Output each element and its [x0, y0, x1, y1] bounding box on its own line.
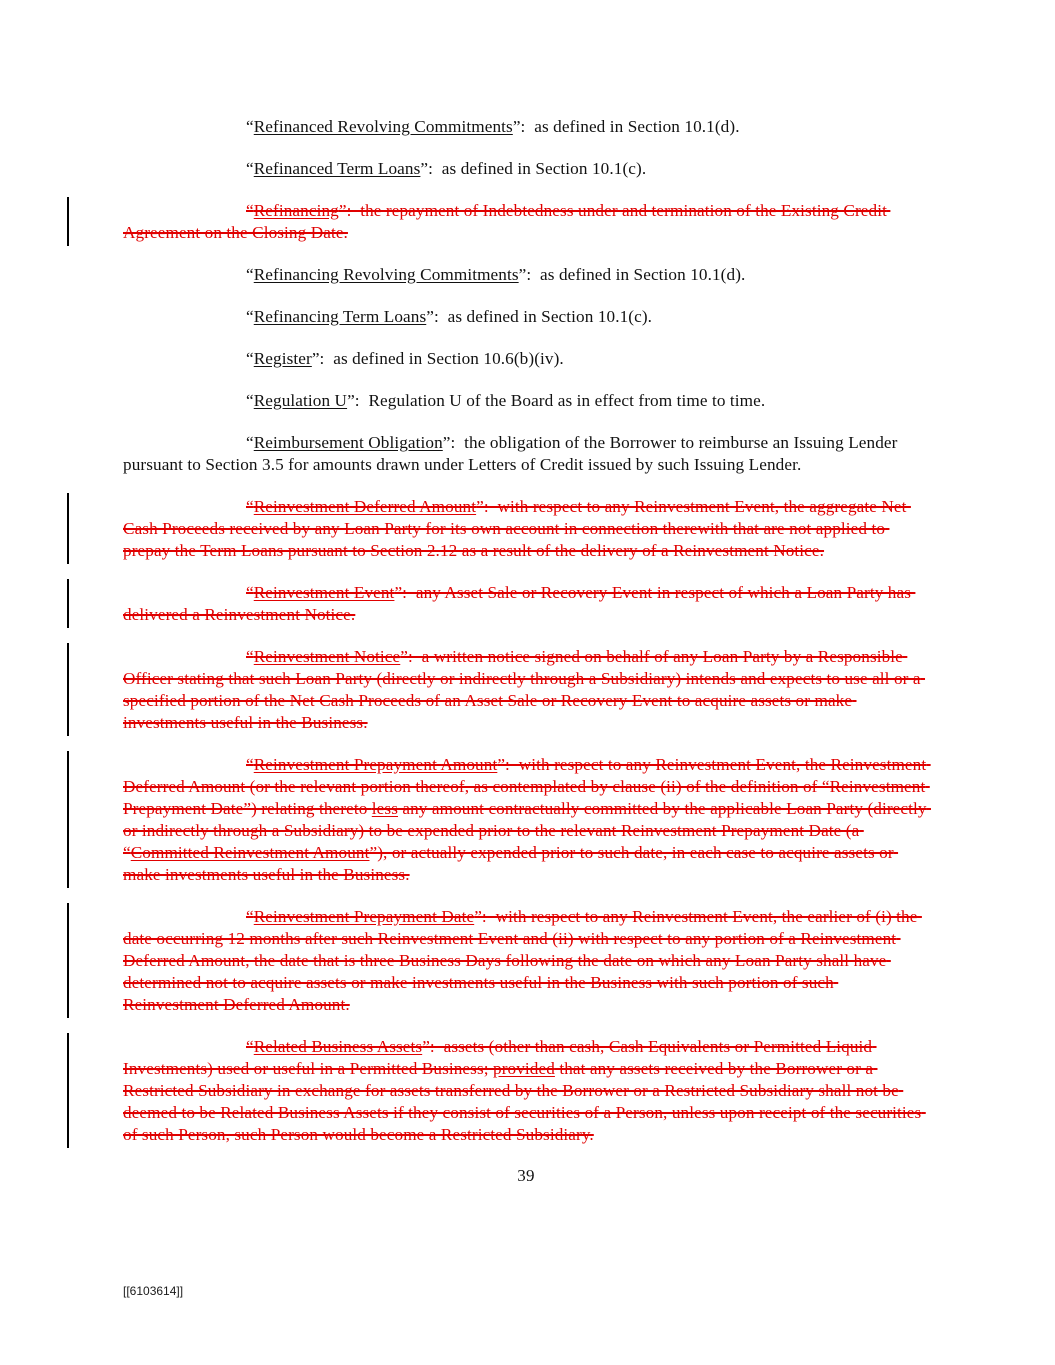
text-run: “	[246, 1037, 254, 1056]
defined-term: Refinancing	[253, 201, 339, 220]
text-run: “	[246, 391, 254, 410]
definition-paragraph	[123, 348, 929, 370]
defined-term: Reinvestment Event	[253, 583, 395, 602]
text-run: ”: a written notice signed on behalf of any Loan Party by a Responsible Officer stating that such Loan Party (directly or indirectly through a Subsidiary) intends and expects to use all or a specified portion of the Net Cash Proceeds of an Asset Sale or Recovery Event to acquire assets or make investments useful in the Business.	[123, 647, 926, 732]
text-run: “	[246, 755, 254, 774]
definition-paragraph	[123, 116, 929, 138]
defined-term: Regulation U	[253, 391, 348, 410]
deleted-definition-paragraph	[123, 1036, 929, 1146]
text-run: “	[246, 117, 254, 136]
defined-term: Refinancing Revolving Commitments	[253, 265, 519, 284]
defined-term: Committed Reinvestment Amount	[130, 843, 370, 862]
definitions-list	[123, 116, 929, 1146]
deleted-definition-paragraph	[123, 646, 929, 734]
defined-term: Refinanced Revolving Commitments	[253, 117, 513, 136]
text-run: “	[246, 307, 254, 326]
text-run: “	[246, 497, 254, 516]
text-run: ”: as defined in Section 10.1(c).	[420, 159, 647, 178]
defined-term: Related Business Assets	[253, 1037, 423, 1056]
text-run: ”: as defined in Section 10.6(b)(iv).	[311, 349, 564, 368]
text-run: “	[246, 647, 254, 666]
defined-term: provided	[493, 1059, 555, 1078]
text-run: “	[246, 583, 254, 602]
text-run: ”: the obligation of the Borrower to reimburse an Issuing Lender pursuant to Section 3.5 for amounts drawn under Letters of Credit issued by such Issuing Lender.	[123, 433, 902, 474]
text-run: “	[246, 265, 254, 284]
text-run: “	[246, 907, 254, 926]
text-run: ”: any Asset Sale or Recovery Event in respect of which a Loan Party has delivered a Reinvestment Notice.	[123, 583, 916, 624]
defined-term: less	[371, 799, 398, 818]
defined-term: Reinvestment Deferred Amount	[253, 497, 477, 516]
document-body	[123, 116, 929, 1186]
definition-paragraph	[123, 432, 929, 476]
defined-term: Reinvestment Prepayment Amount	[253, 755, 498, 774]
definition-paragraph	[123, 264, 929, 286]
text-run: ”: Regulation U of the Board as in effect from time to time.	[347, 391, 766, 410]
defined-term: Refinancing Term Loans	[253, 307, 427, 326]
deleted-definition-paragraph	[123, 496, 929, 562]
defined-term: Reinvestment Notice	[253, 647, 401, 666]
document-id-stamp: [[6103614]]	[123, 1284, 184, 1298]
defined-term: Reimbursement Obligation	[253, 433, 443, 452]
text-run: ”: with respect to any Reinvestment Event, the earlier of (i) the date occurring 12 months after such Reinvestment Event and (ii) with respect to any portion of a Reinvestment Deferred Amount, the date that is three Business Days following the date on which any Loan Party shall have determined not to acquire assets or make investments useful in the Business with such portion of such Reinvestment Deferred Amount.	[123, 907, 922, 1014]
text-run: “	[246, 349, 254, 368]
definition-paragraph	[123, 306, 929, 328]
text-run: ”: as defined in Section 10.1(d).	[518, 265, 746, 284]
page-number: 39	[517, 1166, 535, 1185]
text-run: “	[246, 201, 254, 220]
text-run: ”: with respect to any Reinvestment Event, the Reinvestment Deferred Amount (or the relevant portion thereof, as contemplated by clause (ii) of the definition of “Reinvestment Prepayment Date”) relating thereto	[123, 755, 931, 818]
text-run: “	[246, 433, 254, 452]
text-run: ”: as defined in Section 10.1(c).	[426, 307, 653, 326]
defined-term: Register	[253, 349, 312, 368]
text-run: ”: the repayment of Indebtedness under and termination of the Existing Credit Agreement on the Closing Date.	[123, 201, 891, 242]
deleted-definition-paragraph	[123, 200, 929, 244]
text-run: ”: as defined in Section 10.1(d).	[512, 117, 740, 136]
deleted-definition-paragraph	[123, 582, 929, 626]
text-run: that any assets received by the Borrower or a Restricted Subsidiary in exchange for assets transferred by the Borrower or a Restricted Subsidiary shall not be deemed to be Related Business Assets if they consist of securities of a Person, unless upon receipt of the securities of such Person, such Person would become a Restricted Subsidiary.	[123, 1059, 926, 1144]
text-run: ”: assets (other than cash, Cash Equivalents or Permitted Liquid Investments) used or useful in a Permitted Business;	[123, 1037, 877, 1078]
text-run: ”: with respect to any Reinvestment Event, the aggregate Net Cash Proceeds received by any Loan Party for its own account in connection therewith that are not applied to prepay the Term Loans pursuant to Section 2.12 as a result of the delivery of a Reinvestment Notice.	[123, 497, 911, 560]
definition-paragraph	[123, 158, 929, 180]
text-run: any amount contractually committed by the applicable Loan Party (directly or indirectly through a Subsidiary) to be expended prior to the relevant Reinvestment Prepayment Date (a “	[123, 799, 931, 862]
text-run: “	[246, 159, 254, 178]
definition-paragraph	[123, 390, 929, 412]
deleted-definition-paragraph	[123, 754, 929, 886]
deleted-definition-paragraph	[123, 906, 929, 1016]
defined-term: Reinvestment Prepayment Date	[253, 907, 475, 926]
text-run: ”), or actually expended prior to such date, in each case to acquire assets or make investments useful in the Business.	[123, 843, 899, 884]
defined-term: Refinanced Term Loans	[253, 159, 421, 178]
